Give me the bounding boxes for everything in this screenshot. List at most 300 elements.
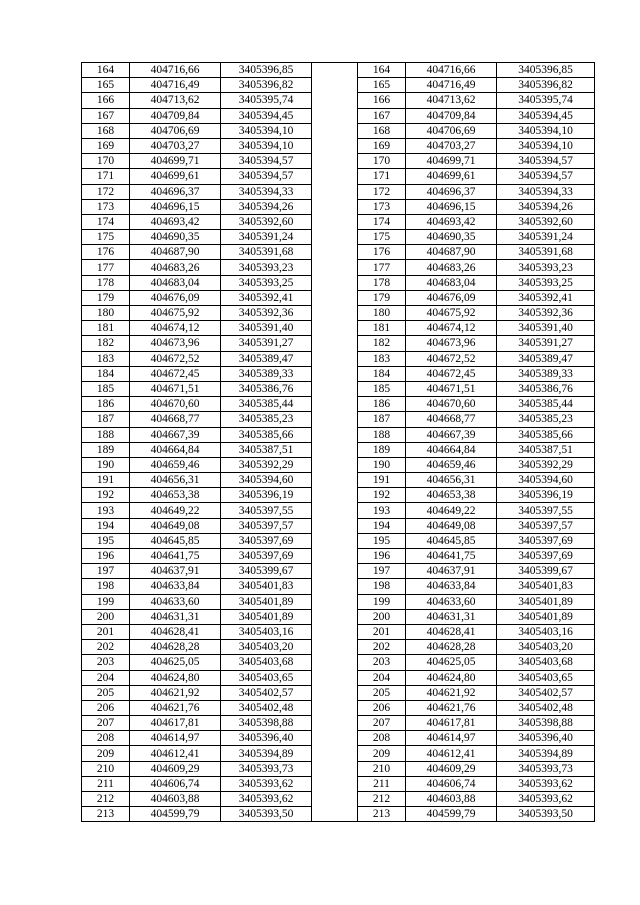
table-row [82, 138, 595, 153]
left-x-coordinate-cell: 404649,22 [130, 503, 221, 518]
right-point-number-cell: 213 [358, 807, 406, 822]
right-y-coordinate-cell: 3405394,57 [497, 169, 595, 184]
right-y-coordinate-cell: 3405392,36 [497, 306, 595, 321]
left-x-coordinate-cell: 404637,91 [130, 564, 221, 579]
column-separator [312, 214, 358, 229]
left-point-number-cell: 170 [82, 154, 130, 169]
left-y-coordinate-cell: 3405393,25 [221, 275, 312, 290]
right-y-coordinate-cell: 3405396,19 [497, 488, 595, 503]
column-separator [312, 275, 358, 290]
left-point-number-cell: 194 [82, 518, 130, 533]
coordinates-table [81, 62, 595, 822]
column-separator [312, 290, 358, 305]
right-y-coordinate-cell: 3405397,55 [497, 503, 595, 518]
right-y-coordinate-cell: 3405393,25 [497, 275, 595, 290]
left-x-coordinate-cell: 404673,96 [130, 336, 221, 351]
right-y-coordinate-cell: 3405391,27 [497, 336, 595, 351]
left-y-coordinate-cell: 3405394,10 [221, 138, 312, 153]
left-x-coordinate-cell: 404659,46 [130, 457, 221, 472]
table-row [82, 640, 595, 655]
right-x-coordinate-cell: 404703,27 [406, 138, 497, 153]
right-point-number-cell: 172 [358, 184, 406, 199]
left-y-coordinate-cell: 3405396,82 [221, 78, 312, 93]
table-row [82, 412, 595, 427]
left-y-coordinate-cell: 3405393,62 [221, 792, 312, 807]
table-row [82, 169, 595, 184]
right-x-coordinate-cell: 404659,46 [406, 457, 497, 472]
left-point-number-cell: 186 [82, 397, 130, 412]
right-x-coordinate-cell: 404609,29 [406, 761, 497, 776]
left-x-coordinate-cell: 404603,88 [130, 792, 221, 807]
right-point-number-cell: 174 [358, 214, 406, 229]
column-separator [312, 138, 358, 153]
right-x-coordinate-cell: 404649,22 [406, 503, 497, 518]
right-y-coordinate-cell: 3405389,47 [497, 351, 595, 366]
left-x-coordinate-cell: 404609,29 [130, 761, 221, 776]
right-y-coordinate-cell: 3405402,57 [497, 685, 595, 700]
right-point-number-cell: 181 [358, 321, 406, 336]
right-x-coordinate-cell: 404699,71 [406, 154, 497, 169]
left-point-number-cell: 180 [82, 306, 130, 321]
right-y-coordinate-cell: 3405394,89 [497, 746, 595, 761]
right-point-number-cell: 178 [358, 275, 406, 290]
right-point-number-cell: 212 [358, 792, 406, 807]
right-y-coordinate-cell: 3405394,33 [497, 184, 595, 199]
column-separator [312, 609, 358, 624]
left-x-coordinate-cell: 404614,97 [130, 731, 221, 746]
column-separator [312, 488, 358, 503]
table-row [82, 731, 595, 746]
table-row [82, 685, 595, 700]
right-point-number-cell: 192 [358, 488, 406, 503]
left-x-coordinate-cell: 404625,05 [130, 655, 221, 670]
left-x-coordinate-cell: 404703,27 [130, 138, 221, 153]
right-point-number-cell: 187 [358, 412, 406, 427]
right-point-number-cell: 199 [358, 594, 406, 609]
left-x-coordinate-cell: 404656,31 [130, 473, 221, 488]
table-row [82, 108, 595, 123]
left-y-coordinate-cell: 3405394,60 [221, 473, 312, 488]
right-point-number-cell: 171 [358, 169, 406, 184]
left-y-coordinate-cell: 3405385,66 [221, 427, 312, 442]
left-point-number-cell: 164 [82, 63, 130, 78]
right-y-coordinate-cell: 3405391,68 [497, 245, 595, 260]
right-x-coordinate-cell: 404699,61 [406, 169, 497, 184]
column-separator [312, 442, 358, 457]
right-y-coordinate-cell: 3405391,24 [497, 230, 595, 245]
right-y-coordinate-cell: 3405385,23 [497, 412, 595, 427]
right-point-number-cell: 166 [358, 93, 406, 108]
table-row [82, 503, 595, 518]
right-y-coordinate-cell: 3405401,83 [497, 579, 595, 594]
left-point-number-cell: 173 [82, 199, 130, 214]
column-separator [312, 655, 358, 670]
table-row [82, 442, 595, 457]
left-x-coordinate-cell: 404628,41 [130, 624, 221, 639]
right-point-number-cell: 189 [358, 442, 406, 457]
right-x-coordinate-cell: 404690,35 [406, 230, 497, 245]
column-separator [312, 93, 358, 108]
left-x-coordinate-cell: 404706,69 [130, 123, 221, 138]
left-point-number-cell: 211 [82, 776, 130, 791]
left-x-coordinate-cell: 404599,79 [130, 807, 221, 822]
left-x-coordinate-cell: 404687,90 [130, 245, 221, 260]
column-separator [312, 579, 358, 594]
left-y-coordinate-cell: 3405399,67 [221, 564, 312, 579]
right-y-coordinate-cell: 3405391,40 [497, 321, 595, 336]
column-separator [312, 685, 358, 700]
table-row [82, 564, 595, 579]
left-x-coordinate-cell: 404633,60 [130, 594, 221, 609]
column-separator [312, 792, 358, 807]
column-separator [312, 108, 358, 123]
right-y-coordinate-cell: 3405396,82 [497, 78, 595, 93]
left-x-coordinate-cell: 404612,41 [130, 746, 221, 761]
table-row [82, 306, 595, 321]
table-row [82, 214, 595, 229]
left-y-coordinate-cell: 3405397,55 [221, 503, 312, 518]
left-y-coordinate-cell: 3405393,73 [221, 761, 312, 776]
right-y-coordinate-cell: 3405387,51 [497, 442, 595, 457]
left-x-coordinate-cell: 404683,26 [130, 260, 221, 275]
column-separator [312, 457, 358, 472]
right-point-number-cell: 182 [358, 336, 406, 351]
right-point-number-cell: 186 [358, 397, 406, 412]
right-point-number-cell: 205 [358, 685, 406, 700]
left-point-number-cell: 192 [82, 488, 130, 503]
left-y-coordinate-cell: 3405394,10 [221, 123, 312, 138]
table-row [82, 594, 595, 609]
table-row [82, 260, 595, 275]
left-y-coordinate-cell: 3405392,41 [221, 290, 312, 305]
left-x-coordinate-cell: 404690,35 [130, 230, 221, 245]
column-separator [312, 321, 358, 336]
right-x-coordinate-cell: 404716,66 [406, 63, 497, 78]
column-separator [312, 381, 358, 396]
column-separator [312, 184, 358, 199]
right-point-number-cell: 190 [358, 457, 406, 472]
left-point-number-cell: 176 [82, 245, 130, 260]
left-y-coordinate-cell: 3405393,62 [221, 776, 312, 791]
right-x-coordinate-cell: 404709,84 [406, 108, 497, 123]
left-point-number-cell: 181 [82, 321, 130, 336]
left-y-coordinate-cell: 3405389,33 [221, 366, 312, 381]
left-x-coordinate-cell: 404699,61 [130, 169, 221, 184]
left-y-coordinate-cell: 3405397,69 [221, 533, 312, 548]
right-point-number-cell: 207 [358, 716, 406, 731]
right-y-coordinate-cell: 3405394,45 [497, 108, 595, 123]
table-row [82, 290, 595, 305]
right-point-number-cell: 200 [358, 609, 406, 624]
right-point-number-cell: 185 [358, 381, 406, 396]
column-separator [312, 549, 358, 564]
left-x-coordinate-cell: 404668,77 [130, 412, 221, 427]
right-y-coordinate-cell: 3405399,67 [497, 564, 595, 579]
right-y-coordinate-cell: 3405397,57 [497, 518, 595, 533]
right-point-number-cell: 197 [358, 564, 406, 579]
table-row [82, 93, 595, 108]
left-point-number-cell: 185 [82, 381, 130, 396]
table-row [82, 807, 595, 822]
left-x-coordinate-cell: 404606,74 [130, 776, 221, 791]
left-point-number-cell: 169 [82, 138, 130, 153]
right-x-coordinate-cell: 404696,37 [406, 184, 497, 199]
column-separator [312, 230, 358, 245]
left-x-coordinate-cell: 404628,28 [130, 640, 221, 655]
right-point-number-cell: 211 [358, 776, 406, 791]
right-y-coordinate-cell: 3405389,33 [497, 366, 595, 381]
right-y-coordinate-cell: 3405396,40 [497, 731, 595, 746]
left-x-coordinate-cell: 404621,92 [130, 685, 221, 700]
column-separator [312, 716, 358, 731]
right-y-coordinate-cell: 3405397,69 [497, 549, 595, 564]
column-separator [312, 63, 358, 78]
right-y-coordinate-cell: 3405393,73 [497, 761, 595, 776]
right-y-coordinate-cell: 3405385,66 [497, 427, 595, 442]
left-x-coordinate-cell: 404672,45 [130, 366, 221, 381]
column-separator [312, 473, 358, 488]
left-x-coordinate-cell: 404713,62 [130, 93, 221, 108]
left-x-coordinate-cell: 404631,31 [130, 609, 221, 624]
column-separator [312, 199, 358, 214]
left-x-coordinate-cell: 404621,76 [130, 700, 221, 715]
right-point-number-cell: 201 [358, 624, 406, 639]
right-point-number-cell: 175 [358, 230, 406, 245]
left-y-coordinate-cell: 3405394,57 [221, 154, 312, 169]
right-x-coordinate-cell: 404633,84 [406, 579, 497, 594]
column-separator [312, 306, 358, 321]
right-x-coordinate-cell: 404716,49 [406, 78, 497, 93]
left-y-coordinate-cell: 3405389,47 [221, 351, 312, 366]
left-point-number-cell: 172 [82, 184, 130, 199]
column-separator [312, 731, 358, 746]
right-x-coordinate-cell: 404672,52 [406, 351, 497, 366]
table-row [82, 792, 595, 807]
left-y-coordinate-cell: 3405403,68 [221, 655, 312, 670]
table-row [82, 457, 595, 472]
column-separator [312, 533, 358, 548]
right-y-coordinate-cell: 3405394,26 [497, 199, 595, 214]
left-point-number-cell: 187 [82, 412, 130, 427]
right-point-number-cell: 198 [358, 579, 406, 594]
right-x-coordinate-cell: 404693,42 [406, 214, 497, 229]
right-y-coordinate-cell: 3405401,89 [497, 594, 595, 609]
table-row [82, 397, 595, 412]
right-point-number-cell: 184 [358, 366, 406, 381]
table-row [82, 336, 595, 351]
column-separator [312, 761, 358, 776]
left-y-coordinate-cell: 3405391,27 [221, 336, 312, 351]
right-point-number-cell: 170 [358, 154, 406, 169]
right-x-coordinate-cell: 404676,09 [406, 290, 497, 305]
column-separator [312, 746, 358, 761]
left-point-number-cell: 190 [82, 457, 130, 472]
right-point-number-cell: 195 [358, 533, 406, 548]
column-separator [312, 336, 358, 351]
right-y-coordinate-cell: 3405403,20 [497, 640, 595, 655]
right-y-coordinate-cell: 3405403,68 [497, 655, 595, 670]
right-x-coordinate-cell: 404673,96 [406, 336, 497, 351]
left-y-coordinate-cell: 3405402,57 [221, 685, 312, 700]
right-x-coordinate-cell: 404656,31 [406, 473, 497, 488]
left-y-coordinate-cell: 3405386,76 [221, 381, 312, 396]
right-y-coordinate-cell: 3405392,60 [497, 214, 595, 229]
right-y-coordinate-cell: 3405394,60 [497, 473, 595, 488]
left-x-coordinate-cell: 404674,12 [130, 321, 221, 336]
left-y-coordinate-cell: 3405396,85 [221, 63, 312, 78]
left-point-number-cell: 165 [82, 78, 130, 93]
column-separator [312, 564, 358, 579]
left-point-number-cell: 210 [82, 761, 130, 776]
left-point-number-cell: 196 [82, 549, 130, 564]
column-separator [312, 670, 358, 685]
left-point-number-cell: 177 [82, 260, 130, 275]
right-y-coordinate-cell: 3405385,44 [497, 397, 595, 412]
left-point-number-cell: 201 [82, 624, 130, 639]
right-x-coordinate-cell: 404668,77 [406, 412, 497, 427]
right-y-coordinate-cell: 3405392,41 [497, 290, 595, 305]
right-y-coordinate-cell: 3405403,65 [497, 670, 595, 685]
table-row [82, 700, 595, 715]
right-point-number-cell: 193 [358, 503, 406, 518]
right-x-coordinate-cell: 404671,51 [406, 381, 497, 396]
table-row [82, 670, 595, 685]
column-separator [312, 640, 358, 655]
left-y-coordinate-cell: 3405391,40 [221, 321, 312, 336]
left-y-coordinate-cell: 3405393,23 [221, 260, 312, 275]
left-y-coordinate-cell: 3405391,24 [221, 230, 312, 245]
left-x-coordinate-cell: 404675,92 [130, 306, 221, 321]
left-point-number-cell: 167 [82, 108, 130, 123]
left-point-number-cell: 189 [82, 442, 130, 457]
left-point-number-cell: 207 [82, 716, 130, 731]
left-y-coordinate-cell: 3405385,44 [221, 397, 312, 412]
left-x-coordinate-cell: 404696,37 [130, 184, 221, 199]
left-point-number-cell: 197 [82, 564, 130, 579]
table-row [82, 776, 595, 791]
table-row [82, 123, 595, 138]
table-row [82, 549, 595, 564]
right-x-coordinate-cell: 404683,26 [406, 260, 497, 275]
table-row [82, 351, 595, 366]
right-x-coordinate-cell: 404641,75 [406, 549, 497, 564]
right-point-number-cell: 165 [358, 78, 406, 93]
column-separator [312, 624, 358, 639]
right-y-coordinate-cell: 3405397,69 [497, 533, 595, 548]
right-y-coordinate-cell: 3405394,57 [497, 154, 595, 169]
table-row [82, 533, 595, 548]
left-x-coordinate-cell: 404683,04 [130, 275, 221, 290]
right-x-coordinate-cell: 404603,88 [406, 792, 497, 807]
right-point-number-cell: 188 [358, 427, 406, 442]
column-separator [312, 78, 358, 93]
right-point-number-cell: 180 [358, 306, 406, 321]
column-separator [312, 518, 358, 533]
left-point-number-cell: 175 [82, 230, 130, 245]
table-row [82, 716, 595, 731]
right-point-number-cell: 169 [358, 138, 406, 153]
right-y-coordinate-cell: 3405393,23 [497, 260, 595, 275]
right-point-number-cell: 191 [358, 473, 406, 488]
left-x-coordinate-cell: 404664,84 [130, 442, 221, 457]
right-x-coordinate-cell: 404706,69 [406, 123, 497, 138]
column-separator [312, 366, 358, 381]
table-row [82, 245, 595, 260]
left-point-number-cell: 174 [82, 214, 130, 229]
left-y-coordinate-cell: 3405401,89 [221, 609, 312, 624]
right-point-number-cell: 194 [358, 518, 406, 533]
right-point-number-cell: 173 [358, 199, 406, 214]
left-y-coordinate-cell: 3405396,40 [221, 731, 312, 746]
right-y-coordinate-cell: 3405403,16 [497, 624, 595, 639]
left-x-coordinate-cell: 404670,60 [130, 397, 221, 412]
table-row [82, 488, 595, 503]
left-y-coordinate-cell: 3405392,60 [221, 214, 312, 229]
left-x-coordinate-cell: 404696,15 [130, 199, 221, 214]
left-y-coordinate-cell: 3405394,26 [221, 199, 312, 214]
left-point-number-cell: 202 [82, 640, 130, 655]
table-row [82, 154, 595, 169]
right-x-coordinate-cell: 404606,74 [406, 776, 497, 791]
left-y-coordinate-cell: 3405397,57 [221, 518, 312, 533]
left-y-coordinate-cell: 3405394,33 [221, 184, 312, 199]
right-x-coordinate-cell: 404599,79 [406, 807, 497, 822]
left-x-coordinate-cell: 404709,84 [130, 108, 221, 123]
left-point-number-cell: 212 [82, 792, 130, 807]
left-point-number-cell: 179 [82, 290, 130, 305]
column-separator [312, 245, 358, 260]
right-point-number-cell: 204 [358, 670, 406, 685]
left-x-coordinate-cell: 404653,38 [130, 488, 221, 503]
right-x-coordinate-cell: 404614,97 [406, 731, 497, 746]
left-y-coordinate-cell: 3405394,89 [221, 746, 312, 761]
right-x-coordinate-cell: 404649,08 [406, 518, 497, 533]
left-y-coordinate-cell: 3405395,74 [221, 93, 312, 108]
right-x-coordinate-cell: 404664,84 [406, 442, 497, 457]
right-point-number-cell: 210 [358, 761, 406, 776]
left-y-coordinate-cell: 3405402,48 [221, 700, 312, 715]
right-y-coordinate-cell: 3405392,29 [497, 457, 595, 472]
left-x-coordinate-cell: 404645,85 [130, 533, 221, 548]
left-point-number-cell: 203 [82, 655, 130, 670]
right-x-coordinate-cell: 404628,41 [406, 624, 497, 639]
column-separator [312, 427, 358, 442]
left-x-coordinate-cell: 404672,52 [130, 351, 221, 366]
left-y-coordinate-cell: 3405393,50 [221, 807, 312, 822]
left-y-coordinate-cell: 3405401,89 [221, 594, 312, 609]
left-y-coordinate-cell: 3405387,51 [221, 442, 312, 457]
left-y-coordinate-cell: 3405401,83 [221, 579, 312, 594]
left-y-coordinate-cell: 3405403,16 [221, 624, 312, 639]
left-y-coordinate-cell: 3405385,23 [221, 412, 312, 427]
right-point-number-cell: 206 [358, 700, 406, 715]
right-point-number-cell: 167 [358, 108, 406, 123]
left-point-number-cell: 193 [82, 503, 130, 518]
left-point-number-cell: 198 [82, 579, 130, 594]
column-separator [312, 154, 358, 169]
right-y-coordinate-cell: 3405394,10 [497, 138, 595, 153]
left-point-number-cell: 213 [82, 807, 130, 822]
left-y-coordinate-cell: 3405392,29 [221, 457, 312, 472]
table-row [82, 609, 595, 624]
table-row [82, 427, 595, 442]
table-row [82, 199, 595, 214]
left-point-number-cell: 166 [82, 93, 130, 108]
right-point-number-cell: 164 [358, 63, 406, 78]
left-point-number-cell: 208 [82, 731, 130, 746]
table-row [82, 518, 595, 533]
table-row [82, 381, 595, 396]
